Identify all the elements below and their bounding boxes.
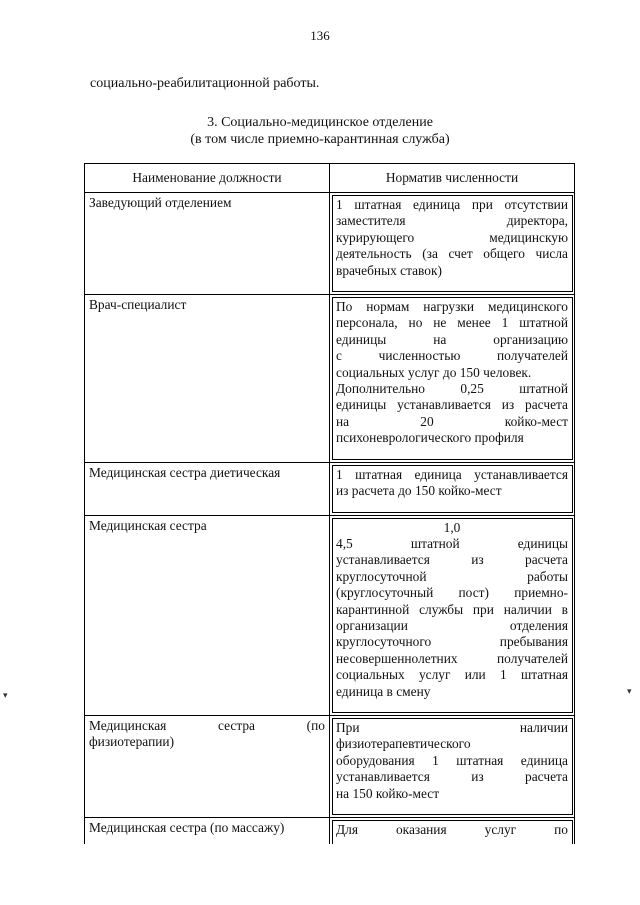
table-row: [85, 715, 575, 817]
cell-line: Медицинская сестра (по массажу): [89, 820, 285, 835]
cell-line: социальных услуг до 150 человек.: [336, 364, 532, 380]
header-position: Наименование должности: [85, 164, 330, 193]
cell-line: несовершеннолетних получателей: [336, 650, 568, 666]
cell-line: оборудования 1 штатная единица: [336, 752, 568, 768]
left-margin-mark-icon: ▾: [3, 690, 8, 700]
cell-line: устанавливается из расчета: [336, 769, 568, 785]
page-number: 136: [310, 28, 330, 43]
cell-line: устанавливается из расчета: [336, 552, 568, 568]
cell-line: на 20 койко-мест: [336, 413, 568, 429]
cell-line: психоневрологического профиля: [336, 430, 524, 446]
cell-line: единица в смену: [336, 683, 431, 699]
cell-line: организации отделения: [336, 617, 568, 633]
cell-line: Врач-специалист: [89, 297, 187, 313]
table-row: [85, 515, 575, 715]
cell-line: курирующего медицинскую: [336, 229, 568, 245]
cell-line: врачебных ставок): [336, 262, 442, 278]
cell-norm: [330, 462, 575, 515]
cell-line: физиотерапевтического: [336, 736, 471, 752]
table-row: [85, 193, 575, 295]
table-header-row: [85, 164, 575, 193]
cell-line: По нормам нагрузки медицинского: [336, 299, 568, 315]
cell-line: деятельность (за счет общего числа: [336, 246, 568, 262]
cell-line: круглосуточной работы: [336, 568, 568, 584]
cell-line: единицы устанавливается из расчета: [336, 397, 568, 413]
cell-norm: [330, 295, 575, 463]
cell-line: Медицинская сестра (по: [89, 717, 325, 733]
cell-line: Дополнительно 0,25 штатной: [336, 381, 568, 397]
right-margin-mark-icon: ▾: [627, 686, 632, 696]
cell-line: социальных услуг или 1 штатная: [336, 667, 568, 683]
section-title: 3. Социально-медицинское отделение: [207, 115, 433, 130]
cell-line: Медицинская сестра: [89, 517, 207, 533]
cell-line: карантинной службы при наличии в: [336, 601, 568, 617]
cell-line: круглосуточного пребывания: [336, 634, 568, 650]
staffing-table: [84, 163, 575, 844]
cell-line: заместителя директора,: [336, 213, 568, 229]
cell-line: персонала, но не менее 1 штатной: [336, 315, 568, 331]
cell-line: физиотерапии): [89, 734, 175, 750]
cell-line: При наличии: [336, 719, 568, 735]
cell-position: [85, 193, 330, 295]
cell-line: Медицинская сестра диетическая: [89, 464, 281, 480]
cell-line: 1 штатная единица при отсутствии: [336, 197, 568, 212]
section-subtitle: (в том числе приемно-карантинная служба): [190, 132, 450, 147]
cell-line: Заведующий отделением: [89, 195, 232, 210]
cell-norm: [330, 193, 575, 295]
cell-line: единицы на организацию: [336, 331, 568, 347]
cell-line: на 150 койко-мест: [336, 785, 440, 801]
table-row: [85, 818, 575, 845]
cell-position: [85, 462, 330, 515]
cell-norm: [330, 715, 575, 817]
table-row: [85, 295, 575, 463]
cell-line: (круглосуточный пост) приемно-: [336, 585, 568, 601]
cell-line: 1,0: [443, 519, 461, 535]
cell-position: [85, 818, 330, 845]
cell-line: с численностью получателей: [336, 348, 568, 364]
cell-line: 1 штатная единица устанавливается: [336, 466, 568, 482]
cell-line: Для оказания услуг по: [336, 822, 568, 837]
cell-position: [85, 515, 330, 715]
cell-position: [85, 295, 330, 463]
cell-line: 4,5 штатной единицы: [336, 535, 568, 551]
cell-position: [85, 715, 330, 817]
section-heading: [0, 114, 640, 148]
cell-norm: [330, 515, 575, 715]
intro-text: социально-реабилитационной работы.: [90, 76, 320, 91]
cell-norm: [330, 818, 575, 845]
header-norm: Норматив численности: [330, 164, 575, 193]
cell-line: из расчета до 150 койко-мест: [336, 483, 502, 499]
table-row: [85, 462, 575, 515]
